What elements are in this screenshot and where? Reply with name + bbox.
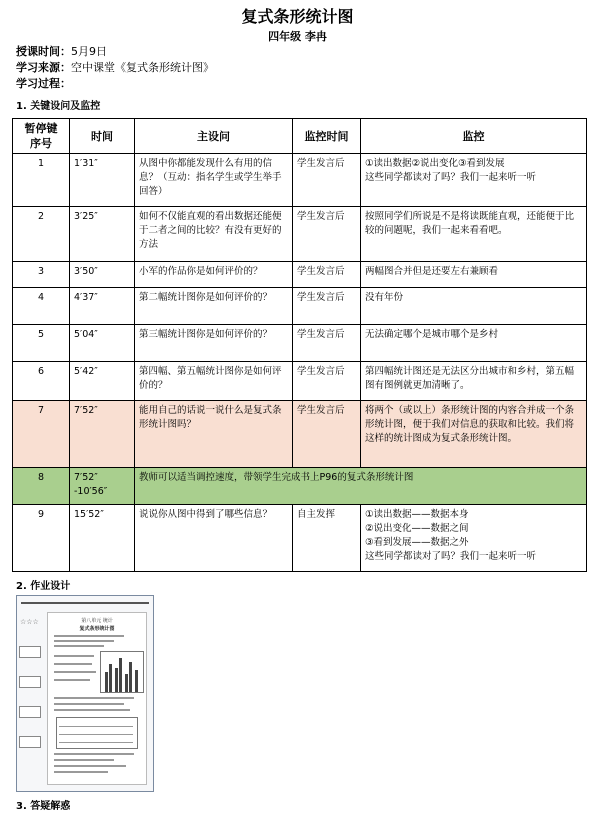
- cell-question: 从图中你都能发现什么有用的信息？（互动：指名学生或学生举手回答）: [135, 154, 293, 207]
- cell-no: 4: [13, 288, 70, 325]
- page-subtitle: 四年级 李冉: [268, 30, 327, 43]
- worksheet-bar: [105, 672, 108, 692]
- cell-monitor: 将两个（或以上）条形统计图的内容合并成一个条形统计图，便于我们对信息的获取和比较。我们将这样的统计图成为复式条形统计图。: [361, 401, 587, 468]
- worksheet-side-stamp: [19, 646, 41, 658]
- date-label: 授课时间：: [16, 45, 71, 58]
- header-time: 时间: [70, 119, 135, 154]
- cell-when: 学生发言后: [293, 362, 361, 401]
- page-title: 复式条形统计图: [241, 7, 354, 26]
- cell-when: 学生发言后: [293, 288, 361, 325]
- cell-when: 学生发言后: [293, 207, 361, 262]
- worksheet-page: [47, 612, 147, 785]
- cell-when: 学生发言后: [293, 325, 361, 362]
- table-header-row: [13, 119, 587, 154]
- worksheet-bar: [125, 674, 128, 692]
- cell-no: 7: [13, 401, 70, 468]
- section-qa: 3. 答疑解惑: [16, 801, 71, 812]
- worksheet-text-line: [54, 697, 134, 699]
- source-value: 空中课堂《复式条形统计图》: [71, 61, 214, 74]
- cell-when: 学生发言后: [293, 262, 361, 288]
- worksheet-text-line: [54, 753, 134, 755]
- worksheet-side-stamp: [19, 736, 41, 748]
- worksheet-bar: [115, 668, 118, 692]
- worksheet-bar-chart: [100, 651, 144, 693]
- cell-monitor: ①读出数据——数据本身 ②说出变化——数据之间 ③看到发展——数据之外 这些同学都读对了吗？我们一起来听一听: [361, 505, 587, 572]
- worksheet-text-line: [54, 679, 90, 681]
- worksheet-text-line: [54, 771, 108, 773]
- cell-time: 3′50″: [70, 262, 135, 288]
- worksheet-text-line: [54, 709, 130, 711]
- table-row: [13, 362, 587, 401]
- table-row: [13, 154, 587, 207]
- worksheet-table-rule: [59, 734, 133, 735]
- cell-no: 8: [13, 468, 70, 505]
- worksheet-table-rule: [59, 726, 133, 727]
- cell-question: 如何不仅能直观的看出数据还能便于二者之间的比较？有没有更好的方法: [135, 207, 293, 262]
- section-key-questions: 1. 关键设问及监控: [16, 101, 101, 112]
- cell-no: 2: [13, 207, 70, 262]
- cell-merged-activity: 教师可以适当调控速度，带领学生完成书上P96的复式条形统计图: [135, 468, 587, 505]
- cell-no: 9: [13, 505, 70, 572]
- cell-when: 自主发挥: [293, 505, 361, 572]
- cell-question: 第二幅统计图你是如何评价的？: [135, 288, 293, 325]
- cell-time: 7′52″ -10′56″: [70, 468, 135, 505]
- process-line: [16, 76, 71, 91]
- cell-question: 第三幅统计图你是如何评价的？: [135, 325, 293, 362]
- worksheet-stars: ☆☆☆: [20, 618, 39, 626]
- cell-time: 5′42″: [70, 362, 135, 401]
- cell-monitor: 无法确定哪个是城市哪个是乡村: [361, 325, 587, 362]
- source-label: 学习来源：: [16, 61, 71, 74]
- worksheet-text-line: [54, 703, 124, 705]
- worksheet-bar: [129, 662, 132, 692]
- source-line: [16, 60, 214, 75]
- header-pause-no: 暂停键 序号: [13, 119, 70, 154]
- worksheet-table-rule: [59, 742, 133, 743]
- cell-no: 3: [13, 262, 70, 288]
- cell-no: 6: [13, 362, 70, 401]
- header-monitor-time: 监控时间: [293, 119, 361, 154]
- table-row: [13, 505, 587, 572]
- worksheet-text-line: [54, 671, 96, 673]
- worksheet-title: 复式条形统计图: [79, 626, 115, 632]
- worksheet-unit-label: 第八单元 统计: [81, 618, 113, 624]
- date-value: 5月9日: [71, 45, 107, 58]
- cell-time: 7′52″: [70, 401, 135, 468]
- cell-when: 学生发言后: [293, 401, 361, 468]
- worksheet-side-stamp: [19, 706, 41, 718]
- table-row-activity: [13, 468, 587, 505]
- homework-worksheet-image: [16, 595, 154, 792]
- worksheet-text-line: [54, 635, 124, 637]
- table-row: [13, 325, 587, 362]
- cell-no: 1: [13, 154, 70, 207]
- worksheet-side-stamp: [19, 676, 41, 688]
- worksheet-text-line: [54, 655, 94, 657]
- section-homework: 2. 作业设计: [16, 581, 71, 592]
- table-row-highlight: [13, 401, 587, 468]
- cell-monitor: 没有年份: [361, 288, 587, 325]
- cell-time: 5′04″: [70, 325, 135, 362]
- cell-time: 1′31″: [70, 154, 135, 207]
- cell-question: 小军的作品你是如何评价的？: [135, 262, 293, 288]
- cell-time: 4′37″: [70, 288, 135, 325]
- cell-monitor: 两幅图合并但是还要左右兼顾看: [361, 262, 587, 288]
- lesson-table: [12, 118, 587, 572]
- process-label: 学习过程：: [16, 77, 71, 90]
- cell-monitor: 按照同学们所说是不是将读既能直观，还能便于比较的问题呢，我们一起来看看吧。: [361, 207, 587, 262]
- cell-monitor: 第四幅统计图还是无法区分出城市和乡村，第五幅图有图例就更加清晰了。: [361, 362, 587, 401]
- worksheet-bar: [119, 658, 122, 692]
- worksheet-text-line: [54, 663, 92, 665]
- worksheet-text-line: [54, 645, 104, 647]
- cell-question: 第四幅、第五幅统计图你是如何评价的？: [135, 362, 293, 401]
- cell-question: 说说你从图中得到了哪些信息？: [135, 505, 293, 572]
- cell-when: 学生发言后: [293, 154, 361, 207]
- cell-time: 3′25″: [70, 207, 135, 262]
- worksheet-table: [56, 717, 138, 749]
- cell-no: 5: [13, 325, 70, 362]
- worksheet-text-line: [54, 759, 114, 761]
- table-row: [13, 288, 587, 325]
- worksheet-bar: [135, 670, 138, 692]
- table-row: [13, 262, 587, 288]
- cell-question: 能用自己的话说一说什么是复式条形统计图吗？: [135, 401, 293, 468]
- table-row: [13, 207, 587, 262]
- worksheet-bar: [109, 664, 112, 692]
- header-monitor: 监控: [361, 119, 587, 154]
- worksheet-text-line: [54, 640, 114, 642]
- worksheet-header-rule: [21, 602, 149, 610]
- cell-time: 15′52″: [70, 505, 135, 572]
- date-line: [16, 44, 107, 59]
- cell-monitor: ①读出数据②说出变化③看到发展 这些同学都读对了吗？我们一起来听一听: [361, 154, 587, 207]
- worksheet-text-line: [54, 765, 126, 767]
- header-question: 主设问: [135, 119, 293, 154]
